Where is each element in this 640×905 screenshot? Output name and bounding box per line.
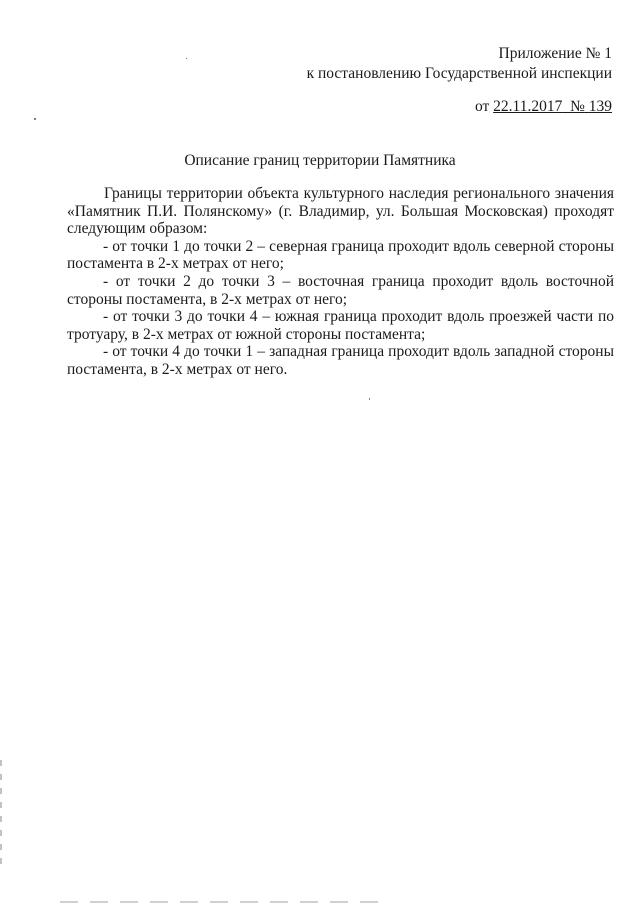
boundary-item-4-1: - от точки 4 до точки 1 – западная граница проходит вдоль западной стороны постамента, в 2-х метрах от него. xyxy=(67,343,614,378)
intro-paragraph: Границы территории объекта культурного наследия регионального значения «Памятник П.И. Полянскому» (г. Владимир, ул. Большая Московская) проходят следующим образом: xyxy=(67,185,614,238)
document-title: Описание границ территории Памятника xyxy=(184,152,456,169)
resolution-date: 22.11.2017 № 139 xyxy=(493,98,612,115)
appendix-label: Приложение № 1 xyxy=(498,45,612,62)
document-body xyxy=(67,185,614,379)
resolution-number: 139 xyxy=(588,98,612,115)
resolution-reference: к постановлению Государственной инспекции xyxy=(306,65,612,82)
boundary-item-2-3: - от точки 2 до точки 3 – восточная граница проходит вдоль восточной стороны постамента, в 2-х метрах от него; xyxy=(67,272,614,308)
scan-speck xyxy=(186,58,187,59)
scan-edge-marks xyxy=(0,760,2,870)
number-label: № xyxy=(570,98,585,115)
scan-speck xyxy=(369,398,370,400)
boundary-item-3-4: - от точки 3 до точки 4 – южная граница проходит вдоль проезжей части по тротуару, в 2-х метрах от южной стороны постамента; xyxy=(67,308,614,343)
boundary-item-1-2: - от точки 1 до точки 2 – северная граница проходит вдоль северной стороны постамента в 2-х метрах от него; xyxy=(67,237,614,273)
from-label: от xyxy=(474,98,490,115)
scan-bottom-marks xyxy=(60,901,380,903)
scan-speck xyxy=(34,118,36,120)
resolution-date-number xyxy=(475,97,612,117)
